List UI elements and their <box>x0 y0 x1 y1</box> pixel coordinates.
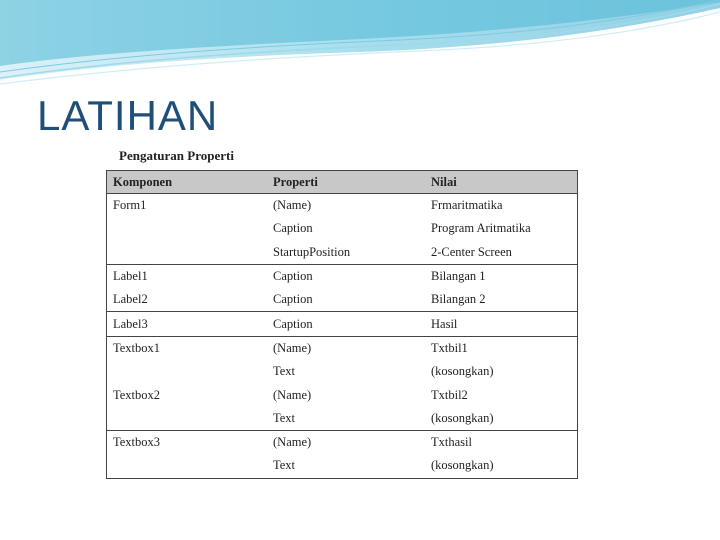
table-row <box>107 383 578 406</box>
table-row <box>107 360 578 383</box>
table-row <box>107 312 578 336</box>
cell-properti: Caption <box>273 316 313 331</box>
table-row <box>107 288 578 312</box>
table-row-group <box>107 264 578 312</box>
table-row-group <box>107 312 578 336</box>
table-row <box>107 194 578 218</box>
properties-table <box>106 170 578 479</box>
cell-nilai: Bilangan 2 <box>431 292 486 307</box>
cell-nilai: Hasil <box>431 316 458 331</box>
cell-properti: Text <box>273 364 296 379</box>
cell-komponen: Textbox2 <box>113 387 161 402</box>
cell-properti: Caption <box>273 221 313 236</box>
table-row <box>107 241 578 265</box>
decorative-wave-banner <box>0 0 720 95</box>
header-nilai: Nilai <box>425 171 578 194</box>
cell-nilai: Txtbil1 <box>431 340 468 355</box>
section-heading: Pengaturan Properti <box>119 148 234 163</box>
cell-komponen: Label1 <box>113 269 148 284</box>
table-row <box>107 217 578 240</box>
cell-komponen: Form1 <box>113 198 147 213</box>
cell-nilai: Txthasil <box>431 435 472 450</box>
header-properti: Properti <box>267 171 425 194</box>
cell-komponen <box>107 360 268 383</box>
cell-nilai: Bilangan 1 <box>431 269 486 284</box>
table-header-row <box>107 171 578 194</box>
cell-properti: (Name) <box>273 435 312 450</box>
cell-komponen <box>107 217 268 240</box>
cell-properti: StartupPosition <box>273 244 351 259</box>
cell-properti: Caption <box>273 292 313 307</box>
cell-properti: Text <box>273 410 296 425</box>
cell-komponen <box>107 241 268 265</box>
cell-properti: Caption <box>273 269 313 284</box>
table-row <box>107 336 578 360</box>
table-row <box>107 407 578 431</box>
cell-komponen: Textbox3 <box>113 435 161 450</box>
cell-nilai: (kosongkan) <box>431 410 494 425</box>
table-row <box>107 264 578 288</box>
cell-properti: (Name) <box>273 198 312 213</box>
cell-properti: Text <box>273 458 296 473</box>
embedded-document-image <box>103 148 585 484</box>
cell-nilai: 2-Center Screen <box>431 244 512 259</box>
cell-komponen: Textbox1 <box>113 340 161 355</box>
cell-nilai: (kosongkan) <box>431 364 494 379</box>
cell-nilai: Txtbil2 <box>431 387 468 402</box>
table-row <box>107 430 578 454</box>
table-row-group <box>107 194 578 265</box>
slide-title: LATIHAN <box>37 92 219 139</box>
cell-komponen <box>107 454 268 478</box>
table-row <box>107 454 578 478</box>
cell-komponen <box>107 407 268 431</box>
cell-nilai: (kosongkan) <box>431 458 494 473</box>
header-komponen: Komponen <box>107 171 268 194</box>
cell-komponen: Label3 <box>113 316 148 331</box>
cell-nilai: Program Aritmatika <box>431 221 531 236</box>
table-row-group <box>107 430 578 478</box>
cell-komponen: Label2 <box>113 292 148 307</box>
table-row-group <box>107 336 578 430</box>
cell-nilai: Frmaritmatika <box>431 198 503 213</box>
cell-properti: (Name) <box>273 387 312 402</box>
cell-properti: (Name) <box>273 340 312 355</box>
